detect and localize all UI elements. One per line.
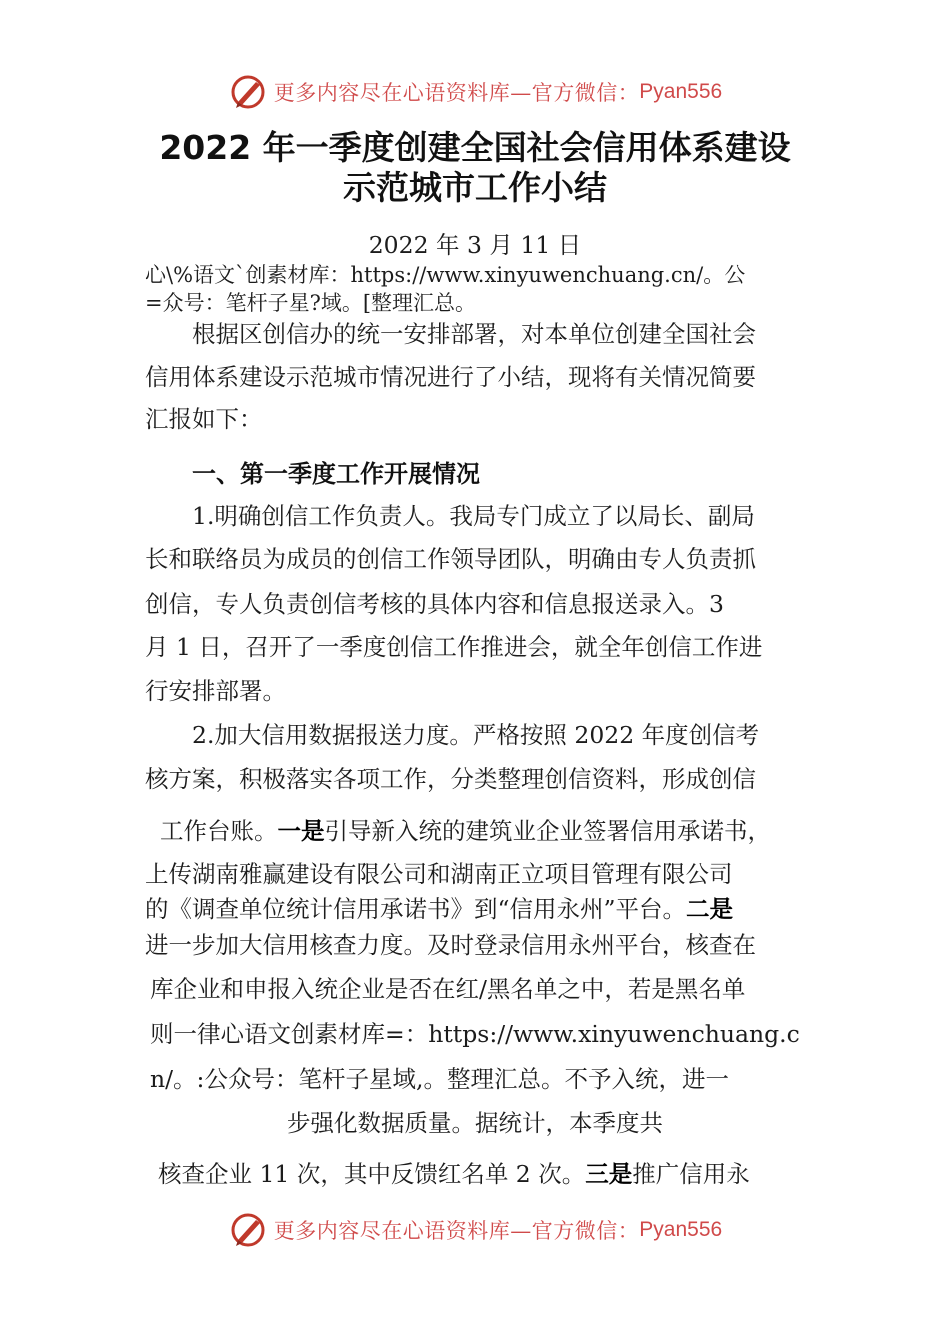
pen-logo-icon bbox=[228, 72, 268, 112]
section-heading-1: 一、第一季度工作开展情况 bbox=[192, 460, 480, 488]
document-title-line-1: 2022 年一季度创建全国社会信用体系建设 bbox=[159, 128, 791, 167]
p1-line-5: 行安排部署。 bbox=[145, 677, 286, 705]
banner-text: 更多内容尽在心语资料库—官方微信： bbox=[273, 81, 640, 105]
p1-line-3: 创信，专人负责创信考核的具体内容和信息报送录入。3 bbox=[145, 590, 724, 618]
p2-line-11-text-c: 推广信用永 bbox=[632, 1160, 750, 1188]
document-title-line-2: 示范城市工作小结 bbox=[343, 168, 607, 207]
intro-line-1: 根据区创信办的统一安排部署，对本单位创建全国社会 bbox=[192, 320, 756, 348]
p1-line-1: 1.明确创信工作负责人。我局专门成立了以局长、副局 bbox=[192, 502, 755, 530]
p2-line-3-text-c: 引导新入统的建筑业企业签署信用承诺书， bbox=[324, 817, 771, 845]
intro-line-2: 信用体系建设示范城市情况进行了小结，现将有关情况简要 bbox=[145, 363, 756, 391]
p2-line-6: 进一步加大信用核查力度。及时登录信用永州平台，核查在 bbox=[145, 931, 756, 959]
p2-line-5-text-a: 的《调查单位统计信用承诺书》到“信用永州”平台。 bbox=[145, 895, 687, 923]
point-one-label: 一是 bbox=[277, 817, 325, 845]
point-two-label: 二是 bbox=[686, 895, 734, 923]
p2-line-1: 2.加大信用数据报送力度。严格按照 2022 年度创信考 bbox=[192, 721, 760, 749]
header-banner bbox=[0, 70, 950, 114]
p2-line-2: 核方案，积极落实各项工作，分类整理创信资料，形成创信 bbox=[145, 765, 756, 793]
source-note-line-2: =众号：笔杆子星?域。[整理汇总。 bbox=[145, 291, 477, 315]
p2-line-11-text-a: 核查企业 11 次，其中反馈红名单 2 次。 bbox=[158, 1160, 586, 1188]
p2-line-4: 上传湖南雅赢建设有限公司和湖南正立项目管理有限公司 bbox=[145, 860, 733, 888]
p1-line-4: 月 1 日，召开了一季度创信工作推进会，就全年创信工作进 bbox=[145, 633, 763, 661]
source-note-line-1: 心\%语文`创素材库：https://www.xinyuwenchuang.cn/。公 bbox=[145, 263, 746, 287]
p2-line-7: 库企业和申报入统企业是否在红/黑名单之中，若是黑名单 bbox=[150, 975, 746, 1003]
p2-line-5 bbox=[145, 890, 733, 924]
point-three-label: 三是 bbox=[585, 1160, 633, 1188]
p2-line-9: n/。:公众号：笔杆子星域,。整理汇总。不予入统，进一 bbox=[150, 1065, 729, 1093]
pen-logo-icon bbox=[228, 1210, 268, 1250]
p1-line-2: 长和联络员为成员的创信工作领导团队，明确由专人负责抓 bbox=[145, 545, 756, 573]
intro-line-3: 汇报如下： bbox=[145, 405, 263, 433]
footer-banner bbox=[0, 1208, 950, 1252]
banner-text: 更多内容尽在心语资料库—官方微信： bbox=[273, 1219, 640, 1243]
banner-wechat-id: Pyan556 bbox=[639, 1218, 723, 1241]
p2-line-3 bbox=[160, 812, 771, 846]
p2-line-3-text-a: 工作台账。 bbox=[160, 817, 278, 845]
p2-line-10: 步强化数据质量。据统计，本季度共 bbox=[287, 1109, 663, 1137]
p2-line-11 bbox=[158, 1155, 750, 1189]
banner-wechat-id: Pyan556 bbox=[639, 80, 723, 103]
document-date: 2022 年 3 月 11 日 bbox=[368, 231, 582, 259]
p2-line-8: 则一律心语文创素材库=：https://www.xinyuwenchuang.c bbox=[150, 1020, 800, 1048]
